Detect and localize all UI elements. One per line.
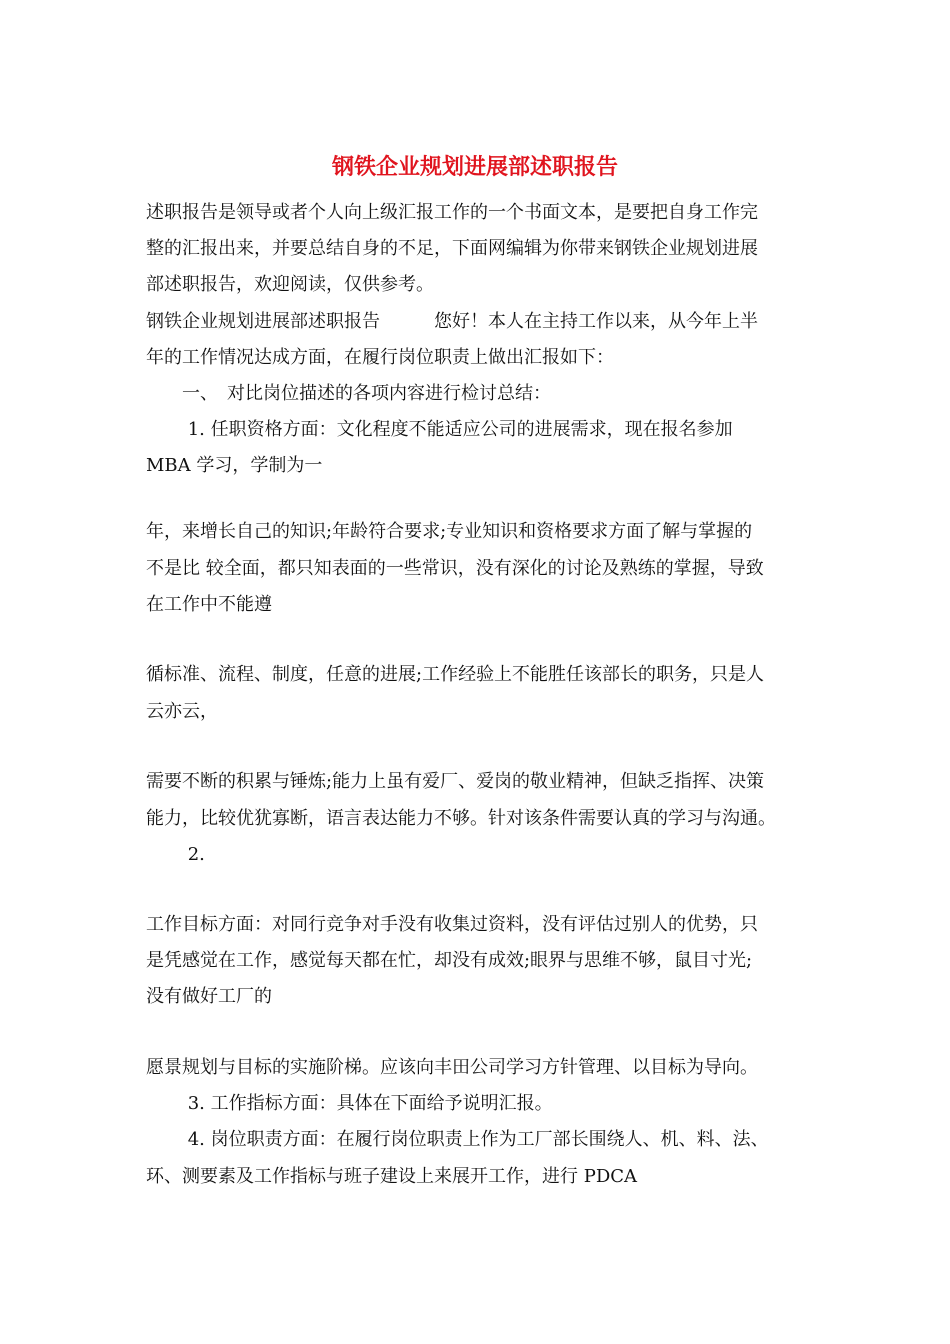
body-text-line: 钢铁企业规划进展部述职报告 您好！本人在主持工作以来，从今年上半 (146, 311, 758, 332)
body-text-line: 环、测要素及工作指标与班子建设上来展开工作，进行 PDCA (146, 1166, 638, 1187)
body-text-line: 1. 任职资格方面：文化程度不能适应公司的进展需求，现在报名参加 (146, 419, 733, 440)
body-text-line: 是凭感觉在工作，感觉每天都在忙，却没有成效;眼界与思维不够，鼠目寸光; (146, 950, 753, 971)
body-text-line: 循标准、流程、制度，任意的进展;工作经验上不能胜任该部长的职务，只是人 (146, 664, 765, 685)
body-text-line: 年的工作情况达成方面，在履行岗位职责上做出汇报如下： (146, 347, 614, 368)
body-text-line: 3. 工作指标方面：具体在下面给予说明汇报。 (146, 1093, 553, 1114)
body-text-line: 年，来增长自己的知识;年龄符合要求;专业知识和资格要求方面了解与掌握的 (146, 521, 753, 542)
body-text-line: 能力，比较优犹寡断，语言表达能力不够。针对该条件需要认真的学习与沟通。 (146, 808, 776, 829)
document-title: 钢铁企业规划进展部述职报告 (331, 154, 618, 180)
body-text-line: 部述职报告，欢迎阅读，仅供参考。 (146, 274, 434, 295)
body-text-line: 云亦云， (146, 701, 218, 722)
body-text-line: 工作目标方面：对同行竞争对手没有收集过资料，没有评估过别人的优势，只 (146, 914, 758, 935)
body-text-line: 在工作中不能遵 (146, 594, 272, 615)
body-text-line: 整的汇报出来，并要总结自身的不足，下面网编辑为你带来钢铁企业规划进展 (146, 238, 758, 259)
body-text-line: 4. 岗位职责方面：在履行岗位职责上作为工厂部长围绕人、机、料、法、 (146, 1129, 769, 1150)
body-text-line: 一、 对比岗位描述的各项内容进行检讨总结： (146, 383, 551, 404)
body-text-line: MBA 学习，学制为一 (146, 455, 323, 476)
body-text-line: 不是比 较全面，都只知表面的一些常识，没有深化的讨论及熟练的掌握，导致 (146, 558, 764, 579)
body-text-line: 没有做好工厂的 (146, 986, 272, 1007)
body-text-line: 述职报告是领导或者个人向上级汇报工作的一个书面文本，是要把自身工作完 (146, 202, 758, 223)
body-text-line: 2. (146, 844, 205, 865)
body-text-line: 需要不断的积累与锤炼;能力上虽有爱厂、爱岗的敬业精神，但缺乏指挥、决策 (146, 771, 765, 792)
body-text-line: 愿景规划与目标的实施阶梯。应该向丰田公司学习方针管理、以目标为导向。 (146, 1057, 758, 1078)
